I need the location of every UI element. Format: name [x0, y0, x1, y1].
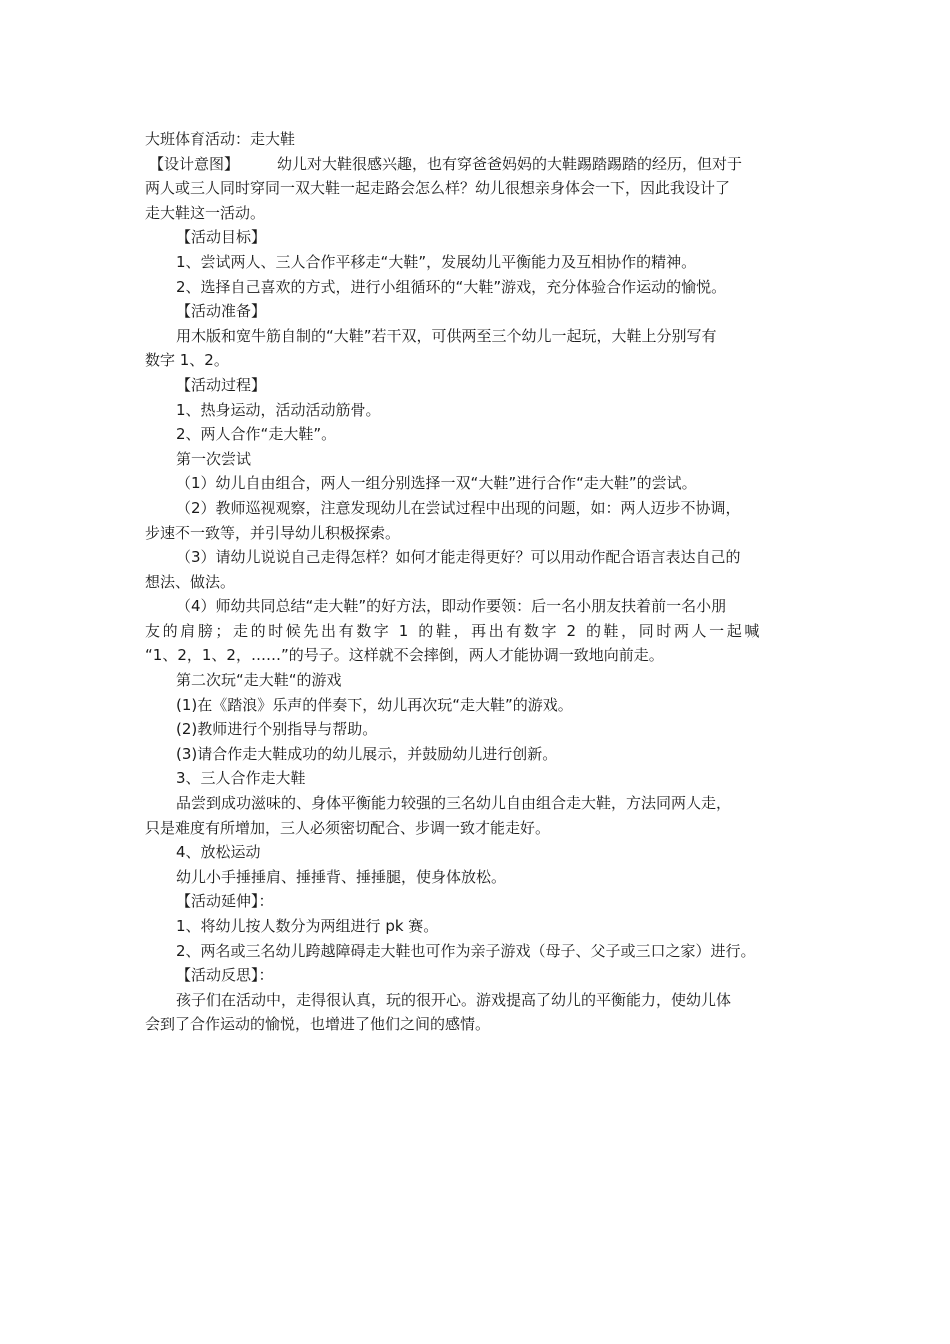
document-title: 大班体育活动：走大鞋 [145, 130, 296, 148]
design-intent-text: 幼儿对大鞋很感兴趣，也有穿爸爸妈妈的大鞋踢踏踢踏的经历，但对于 [277, 154, 743, 173]
process-heading: 【活动过程】 [176, 375, 267, 394]
extension-item-1: 1、将幼儿按人数分为两组进行 pk 赛。 [176, 917, 439, 935]
play-item-2: (2)教师进行个别指导与帮助。 [176, 720, 378, 739]
process-step-3: 3、三人合作走大鞋 [176, 769, 306, 788]
try-item-2-line1: （2）教师巡视观察，注意发现幼儿在尝试过程中出现的问题，如：两人迈步不协调， [176, 498, 741, 517]
design-intent-label: 【设计意图】 [149, 154, 240, 173]
second-play-heading: 第二次玩“走大鞋“的游戏 [176, 671, 342, 690]
try-item-4-line2: 友的肩膀；走的时候先出有数字 1 的鞋，再出有数字 2 的鞋，同时两人一起喊 [145, 621, 762, 640]
first-try-heading: 第一次尝试 [176, 449, 252, 468]
try-item-3-line1: （3）请幼儿说说自己走得怎样？如何才能走得更好？可以用动作配合语言表达自己的 [176, 548, 741, 567]
extension-heading: 【活动延伸】： [176, 892, 274, 911]
document-page [145, 127, 815, 1037]
try-item-1: （1）幼儿自由组合，两人一组分别选择一双“大鞋”进行合作“走大鞋”的尝试。 [176, 474, 697, 493]
reflection-line1: 孩子们在活动中，走得很认真，玩的很开心。游戏提高了幼儿的平衡能力，使幼儿体 [176, 990, 732, 1009]
preparation-line1: 用木版和宽牛筋自制的“大鞋”若干双，可供两至三个幼儿一起玩，大鞋上分别写有 [176, 326, 717, 345]
play-item-3: (3)请合作走大鞋成功的幼儿展示，并鼓励幼儿进行创新。 [176, 744, 558, 763]
step-4-text: 幼儿小手捶捶肩、捶捶背、捶捶腿，使身体放松。 [176, 867, 507, 886]
preparation-heading: 【活动准备】 [176, 302, 267, 321]
design-intent-line1 [145, 152, 815, 177]
reflection-line2: 会到了合作运动的愉悦，也增进了他们之间的感情。 [145, 1015, 491, 1034]
design-intent-line2: 两人或三人同时穿同一双大鞋一起走路会怎么样？幼儿很想亲身体会一下，因此我设计了 [145, 179, 731, 198]
design-intent-line3: 走大鞋这一活动。 [145, 203, 266, 222]
try-item-3-line2: 想法、做法。 [145, 572, 236, 591]
process-step-2: 2、两人合作“走大鞋”。 [176, 425, 337, 444]
reflection-heading: 【活动反思】： [176, 966, 274, 985]
process-step-1: 1、热身运动，活动活动筋骨。 [176, 400, 381, 419]
goals-heading: 【活动目标】 [176, 228, 267, 247]
process-step-4: 4、放松运动 [176, 843, 261, 862]
step-3-line1: 品尝到成功滋味的、身体平衡能力较强的三名幼儿自由组合走大鞋，方法同两人走， [176, 794, 732, 813]
try-item-2-line2: 步速不一致等，并引导幼儿积极探索。 [145, 523, 401, 542]
goals-item-2: 2、选择自己喜欢的方式，进行小组循环的“大鞋”游戏，充分体验合作运动的愉悦。 [176, 277, 727, 296]
extension-item-2: 2、两名或三名幼儿跨越障碍走大鞋也可作为亲子游戏（母子、父子或三口之家）进行。 [176, 941, 756, 960]
preparation-line2: 数字 1、2。 [145, 351, 229, 370]
step-3-line2: 只是难度有所增加，三人必须密切配合、步调一致才能走好。 [145, 818, 551, 837]
goals-item-1: 1、尝试两人、三人合作平移走“大鞋”，发展幼儿平衡能力及互相协作的精神。 [176, 252, 697, 271]
try-item-4-line1: （4）师幼共同总结“走大鞋”的好方法，即动作要领：后一名小朋友扶着前一名小朋 [176, 597, 727, 616]
play-item-1: (1)在《踏浪》乐声的伴奏下，幼儿再次玩“走大鞋”的游戏。 [176, 695, 573, 714]
try-item-4-line3: “1、2，1、2，……”的号子。这样就不会摔倒，两人才能协调一致地向前走。 [145, 646, 664, 665]
